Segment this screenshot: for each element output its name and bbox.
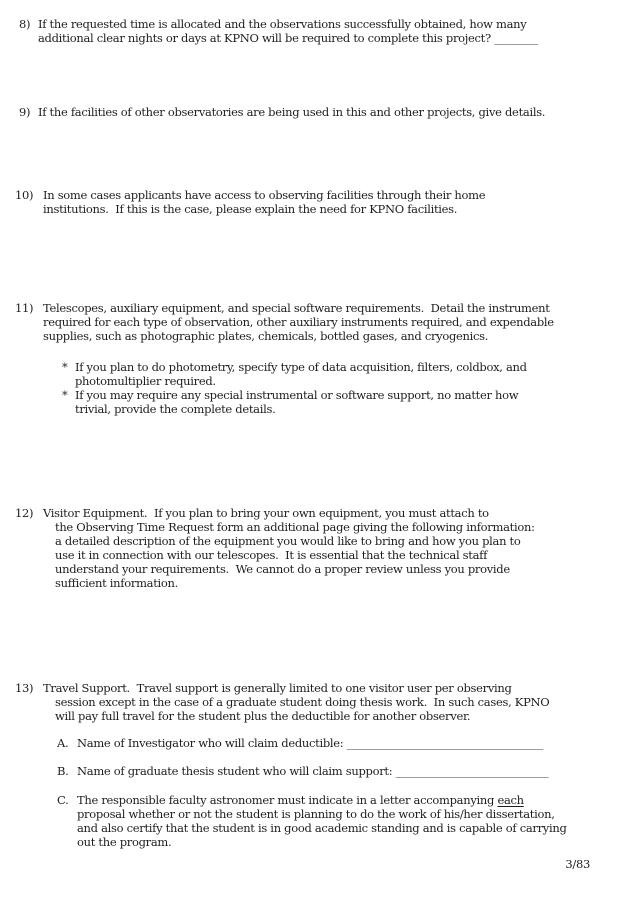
text-line: will pay full travel for the student plus the deductible for another observer. [55,709,471,723]
asterisk-bullet: * [62,388,68,402]
text-line-with-blank: additional clear nights or days at KPNO will be required to complete this project? ________ [38,31,538,45]
text-line: required for each type of observation, other auxiliary instruments required, and expendable [43,315,554,329]
text-line [0,793,640,807]
question-12 [0,506,640,590]
sub-item-a-label: Name of Investigator who will claim deductible: [77,736,347,750]
text-line-with-blank [0,764,640,778]
asterisk-bullet: * [62,360,68,374]
text-line: supplies, such as photographic plates, chemicals, bottled gases, and cryogenics. [43,329,489,343]
text-line: Telescopes, auxiliary equipment, and special software requirements. Detail the instrument [43,301,550,315]
text-line: In some cases applicants have access to observing facilities through their home [43,188,486,202]
text-line: a detailed description of the equipment you would like to bring and how you plan to [55,534,521,548]
text-line: the Observing Time Request form an additional page giving the following information: [55,520,535,534]
text-line: If the requested time is allocated and the observations successfully obtained, how many [38,17,527,31]
text-line: If you may require any special instrumental or software support, no matter how [75,388,519,402]
text-line: out the program. [77,835,172,849]
question-9-number: 9) [19,105,31,119]
question-11-bullet-2 [0,388,640,416]
text-line: If the facilities of other observatories are being used in this and other projects, give details. [38,105,546,119]
page-number: 3/83 [565,857,590,871]
text-line: Travel Support. Travel support is generally limited to one visitor user per observing [43,681,512,695]
sub-item-c-letter: C. [57,793,69,807]
sub-item-b-letter: B. [57,764,69,778]
text-line: use it in connection with our telescopes. It is essential that the technical staff [55,548,488,562]
text-line: Visitor Equipment. If you plan to bring your own equipment, you must attach to [43,506,489,520]
text-line: institutions. If this is the case, please explain the need for KPNO facilities. [43,202,458,216]
blank-line: ____________________________________ [346,736,543,750]
blank-line: ____________________________ [395,764,549,778]
underlined-word-each: each [497,793,524,807]
text-line: sufficient information. [55,576,179,590]
sub-item-c-text-pre: The responsible faculty astronomer must indicate in a letter accompanying [77,793,498,807]
sub-item-c [0,793,640,849]
text-line: If you plan to do photometry, specify type of data acquisition, filters, coldbox, and [75,360,527,374]
sub-item-a [0,736,640,750]
text-line: session except in the case of a graduate student doing thesis work. In such cases, KPNO [55,695,550,709]
question-12-number: 12) [15,506,34,520]
question-13-number: 13) [15,681,34,695]
text-line: photomultiplier required. [75,374,216,388]
text-line: proposal whether or not the student is planning to do the work of his/her dissertation, [77,807,555,821]
question-9 [0,105,640,119]
question-8-number: 8) [19,17,31,31]
text-line-with-blank [0,736,640,750]
question-11-bullet-1 [0,360,640,388]
question-11 [0,301,640,343]
question-10 [0,188,640,216]
question-10-number: 10) [15,188,34,202]
text-line: and also certify that the student is in good academic standing and is capable of carrying [77,821,567,835]
sub-item-b [0,764,640,778]
sub-item-a-letter: A. [57,736,69,750]
question-13 [0,681,640,723]
sub-item-b-label: Name of graduate thesis student who will claim support: [77,764,396,778]
text-line: understand your requirements. We cannot do a proper review unless you provide [55,562,510,576]
text-line: trivial, provide the complete details. [75,402,276,416]
question-11-number: 11) [15,301,34,315]
question-8 [0,17,640,45]
